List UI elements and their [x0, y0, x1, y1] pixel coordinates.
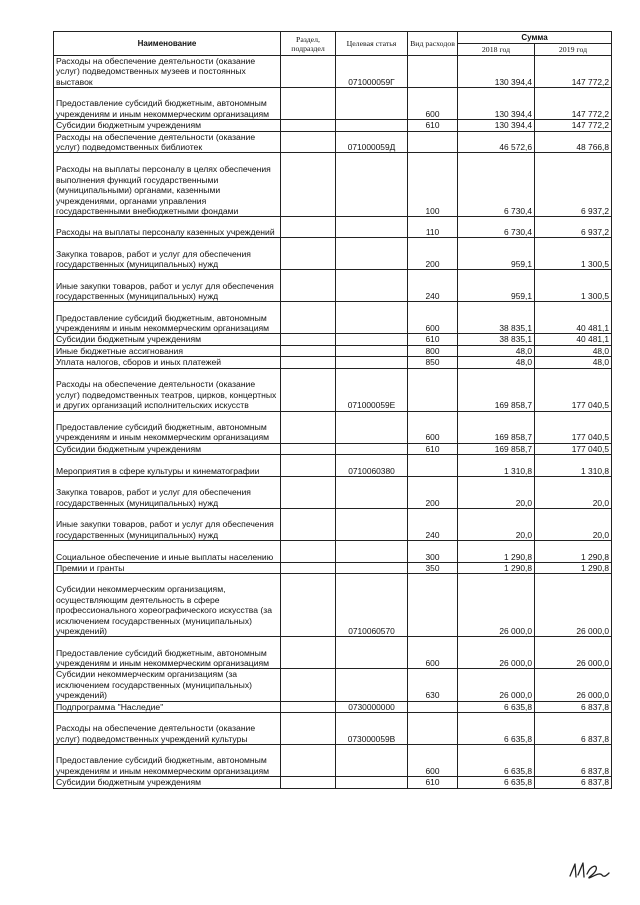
target-cell: [336, 357, 408, 368]
section-cell: [281, 443, 336, 454]
value-2018-cell: 48,0: [458, 345, 535, 356]
target-cell: [336, 777, 408, 788]
value-2019-cell: 26 000,0: [535, 669, 612, 701]
target-cell: [336, 334, 408, 345]
target-cell: 0710060570: [336, 574, 408, 637]
value-2019-cell: 20,0: [535, 477, 612, 509]
name-cell: Субсидии бюджетным учреждениям: [54, 777, 281, 788]
value-2019-cell: 26 000,0: [535, 637, 612, 669]
table-row: [54, 443, 612, 454]
section-cell: [281, 131, 336, 153]
target-cell: 0710060380: [336, 455, 408, 477]
table-row: [54, 217, 612, 238]
expense-cell: 240: [408, 509, 458, 541]
table-row: [54, 637, 612, 669]
target-cell: [336, 238, 408, 270]
value-2018-cell: 169 858,7: [458, 443, 535, 454]
section-cell: [281, 713, 336, 745]
target-cell: [336, 88, 408, 120]
value-2019-cell: 48 766,8: [535, 131, 612, 153]
expense-cell: 200: [408, 477, 458, 509]
table-row: [54, 153, 612, 217]
expense-cell: 300: [408, 541, 458, 563]
section-cell: [281, 153, 336, 217]
expense-cell: [408, 574, 458, 637]
section-cell: [281, 56, 336, 88]
expense-cell: [408, 131, 458, 153]
expense-cell: 110: [408, 217, 458, 238]
table-row: [54, 368, 612, 411]
name-cell: Расходы на выплаты персоналу в целях обеспечения выполнения функций государственными (муниципальными) органами, казенными учреждениями, органами управления государственными внебюджетными фондами: [54, 153, 281, 217]
value-2018-cell: 26 000,0: [458, 574, 535, 637]
value-2018-cell: 130 394,4: [458, 120, 535, 131]
value-2019-cell: 147 772,2: [535, 88, 612, 120]
expense-cell: 100: [408, 153, 458, 217]
target-cell: 071000059Д: [336, 131, 408, 153]
table-row: [54, 669, 612, 701]
name-cell: Расходы на обеспечение деятельности (оказание услуг) подведомственных музеев и постоянных выставок: [54, 56, 281, 88]
section-cell: [281, 217, 336, 238]
expense-cell: [408, 455, 458, 477]
expense-cell: 610: [408, 334, 458, 345]
table-row: [54, 713, 612, 745]
table-row: [54, 270, 612, 302]
value-2019-cell: 6 937,2: [535, 153, 612, 217]
section-cell: [281, 477, 336, 509]
header-year-2018: 2018 год: [458, 44, 535, 56]
name-cell: Иные закупки товаров, работ и услуг для обеспечения государственных (муниципальных) нужд: [54, 270, 281, 302]
target-cell: 071000059Г: [336, 56, 408, 88]
name-cell: Предоставление субсидий бюджетным, автономным учреждениям и иным некоммерческим организациям: [54, 302, 281, 334]
expense-cell: 600: [408, 302, 458, 334]
value-2018-cell: 959,1: [458, 238, 535, 270]
table-row: [54, 777, 612, 788]
header-year-2019: 2019 год: [535, 44, 612, 56]
value-2019-cell: 6 937,2: [535, 217, 612, 238]
header-target: Целевая статья: [336, 32, 408, 56]
section-cell: [281, 238, 336, 270]
name-cell: Подпрограмма "Наследие": [54, 701, 281, 712]
name-cell: Расходы на обеспечение деятельности (оказание услуг) подведомственных библиотек: [54, 131, 281, 153]
table-row: [54, 563, 612, 574]
name-cell: Иные бюджетные ассигнования: [54, 345, 281, 356]
expense-cell: 610: [408, 777, 458, 788]
section-cell: [281, 411, 336, 443]
section-cell: [281, 574, 336, 637]
target-cell: 071000059Е: [336, 368, 408, 411]
table-row: [54, 302, 612, 334]
name-cell: Субсидии бюджетным учреждениям: [54, 443, 281, 454]
table-row: [54, 574, 612, 637]
expense-cell: 200: [408, 238, 458, 270]
target-cell: [336, 302, 408, 334]
expense-cell: 600: [408, 637, 458, 669]
section-cell: [281, 509, 336, 541]
value-2019-cell: 177 040,5: [535, 368, 612, 411]
value-2019-cell: 48,0: [535, 357, 612, 368]
target-cell: [336, 637, 408, 669]
value-2018-cell: 20,0: [458, 509, 535, 541]
value-2018-cell: 169 858,7: [458, 368, 535, 411]
expense-cell: [408, 701, 458, 712]
value-2019-cell: 1 300,5: [535, 270, 612, 302]
value-2018-cell: 38 835,1: [458, 334, 535, 345]
expense-cell: 600: [408, 88, 458, 120]
name-cell: Расходы на обеспечение деятельности (оказание услуг) подведомственных учреждений культуры: [54, 713, 281, 745]
name-cell: Расходы на выплаты персоналу казенных учреждений: [54, 217, 281, 238]
expense-cell: 610: [408, 443, 458, 454]
section-cell: [281, 745, 336, 777]
value-2019-cell: 6 837,8: [535, 777, 612, 788]
section-cell: [281, 368, 336, 411]
expense-cell: 850: [408, 357, 458, 368]
value-2019-cell: 6 837,8: [535, 713, 612, 745]
section-cell: [281, 563, 336, 574]
table-row: [54, 411, 612, 443]
value-2018-cell: 959,1: [458, 270, 535, 302]
value-2018-cell: 38 835,1: [458, 302, 535, 334]
expense-cell: 600: [408, 411, 458, 443]
value-2019-cell: 1 290,8: [535, 563, 612, 574]
table-row: [54, 56, 612, 88]
section-cell: [281, 120, 336, 131]
target-cell: [336, 669, 408, 701]
value-2018-cell: 6 635,8: [458, 701, 535, 712]
name-cell: Закупка товаров, работ и услуг для обеспечения государственных (муниципальных) нужд: [54, 238, 281, 270]
value-2018-cell: 6 635,8: [458, 745, 535, 777]
value-2018-cell: 130 394,4: [458, 56, 535, 88]
section-cell: [281, 701, 336, 712]
name-cell: Предоставление субсидий бюджетным, автономным учреждениям и иным некоммерческим организациям: [54, 745, 281, 777]
value-2018-cell: 169 858,7: [458, 411, 535, 443]
header-expense: Вид расходов: [408, 32, 458, 56]
section-cell: [281, 270, 336, 302]
value-2019-cell: 177 040,5: [535, 411, 612, 443]
name-cell: Уплата налогов, сборов и иных платежей: [54, 357, 281, 368]
section-cell: [281, 345, 336, 356]
value-2019-cell: 1 310,8: [535, 455, 612, 477]
section-cell: [281, 88, 336, 120]
target-cell: [336, 477, 408, 509]
target-cell: [336, 509, 408, 541]
table-row: [54, 455, 612, 477]
table-row: [54, 238, 612, 270]
target-cell: [336, 120, 408, 131]
section-cell: [281, 669, 336, 701]
value-2019-cell: 20,0: [535, 509, 612, 541]
target-cell: [336, 345, 408, 356]
value-2018-cell: 1 290,8: [458, 563, 535, 574]
value-2019-cell: 6 837,8: [535, 701, 612, 712]
target-cell: [336, 411, 408, 443]
name-cell: Предоставление субсидий бюджетным, автономным учреждениям и иным некоммерческим организациям: [54, 411, 281, 443]
table-row: [54, 334, 612, 345]
expense-cell: 610: [408, 120, 458, 131]
table-row: [54, 88, 612, 120]
name-cell: Иные закупки товаров, работ и услуг для обеспечения государственных (муниципальных) нужд: [54, 509, 281, 541]
value-2018-cell: 48,0: [458, 357, 535, 368]
value-2018-cell: 6 635,8: [458, 713, 535, 745]
target-cell: [336, 153, 408, 217]
value-2019-cell: 177 040,5: [535, 443, 612, 454]
value-2018-cell: 6 730,4: [458, 217, 535, 238]
value-2018-cell: 26 000,0: [458, 637, 535, 669]
name-cell: Мероприятия в сфере культуры и кинематографии: [54, 455, 281, 477]
value-2019-cell: 1 290,8: [535, 541, 612, 563]
value-2019-cell: 40 481,1: [535, 302, 612, 334]
name-cell: Субсидии бюджетным учреждениям: [54, 120, 281, 131]
target-cell: [336, 563, 408, 574]
value-2018-cell: 6 730,4: [458, 153, 535, 217]
table-row: [54, 541, 612, 563]
name-cell: Предоставление субсидий бюджетным, автономным учреждениям и иным некоммерческим организациям: [54, 637, 281, 669]
name-cell: Социальное обеспечение и иные выплаты населению: [54, 541, 281, 563]
table-row: [54, 745, 612, 777]
target-cell: 073000059В: [336, 713, 408, 745]
value-2018-cell: 130 394,4: [458, 88, 535, 120]
target-cell: [336, 745, 408, 777]
value-2019-cell: 48,0: [535, 345, 612, 356]
expense-cell: 350: [408, 563, 458, 574]
target-cell: 0730000000: [336, 701, 408, 712]
header-section: Раздел, подраздел: [281, 32, 336, 56]
expense-cell: 600: [408, 745, 458, 777]
section-cell: [281, 455, 336, 477]
value-2019-cell: 147 772,2: [535, 120, 612, 131]
table-body: [54, 56, 612, 789]
expense-cell: 240: [408, 270, 458, 302]
header-sum: Сумма: [458, 32, 612, 44]
header-name: Наименование: [54, 32, 281, 56]
expense-cell: 630: [408, 669, 458, 701]
expense-cell: [408, 713, 458, 745]
section-cell: [281, 357, 336, 368]
expense-cell: [408, 368, 458, 411]
name-cell: Расходы на обеспечение деятельности (оказание услуг) подведомственных театров, цирков, концертных и других организаций исполнительских искусств: [54, 368, 281, 411]
target-cell: [336, 541, 408, 563]
target-cell: [336, 217, 408, 238]
name-cell: Субсидии некоммерческим организациям (за исключением государственных (муниципальных) учреждений): [54, 669, 281, 701]
budget-table: [53, 31, 612, 789]
target-cell: [336, 270, 408, 302]
value-2018-cell: 6 635,8: [458, 777, 535, 788]
value-2018-cell: 20,0: [458, 477, 535, 509]
table-row: [54, 131, 612, 153]
value-2018-cell: 46 572,6: [458, 131, 535, 153]
name-cell: Закупка товаров, работ и услуг для обеспечения государственных (муниципальных) нужд: [54, 477, 281, 509]
section-cell: [281, 302, 336, 334]
table-row: [54, 509, 612, 541]
section-cell: [281, 637, 336, 669]
handwritten-page-mark: [567, 858, 613, 884]
name-cell: Субсидии некоммерческим организациям, осуществляющим деятельность в сфере профессионального хореографического искусства (за исключением государственных (муниципальных) учреждений): [54, 574, 281, 637]
expense-cell: [408, 56, 458, 88]
table-row: [54, 477, 612, 509]
table-row: [54, 345, 612, 356]
name-cell: Предоставление субсидий бюджетным, автономным учреждениям и иным некоммерческим организациям: [54, 88, 281, 120]
name-cell: Премии и гранты: [54, 563, 281, 574]
value-2019-cell: 40 481,1: [535, 334, 612, 345]
name-cell: Субсидии бюджетным учреждениям: [54, 334, 281, 345]
section-cell: [281, 541, 336, 563]
value-2018-cell: 26 000,0: [458, 669, 535, 701]
value-2019-cell: 1 300,5: [535, 238, 612, 270]
table-row: [54, 701, 612, 712]
section-cell: [281, 777, 336, 788]
expense-cell: 800: [408, 345, 458, 356]
section-cell: [281, 334, 336, 345]
value-2018-cell: 1 290,8: [458, 541, 535, 563]
table-row: [54, 357, 612, 368]
value-2018-cell: 1 310,8: [458, 455, 535, 477]
target-cell: [336, 443, 408, 454]
table-row: [54, 120, 612, 131]
value-2019-cell: 6 837,8: [535, 745, 612, 777]
value-2019-cell: 147 772,2: [535, 56, 612, 88]
value-2019-cell: 26 000,0: [535, 574, 612, 637]
